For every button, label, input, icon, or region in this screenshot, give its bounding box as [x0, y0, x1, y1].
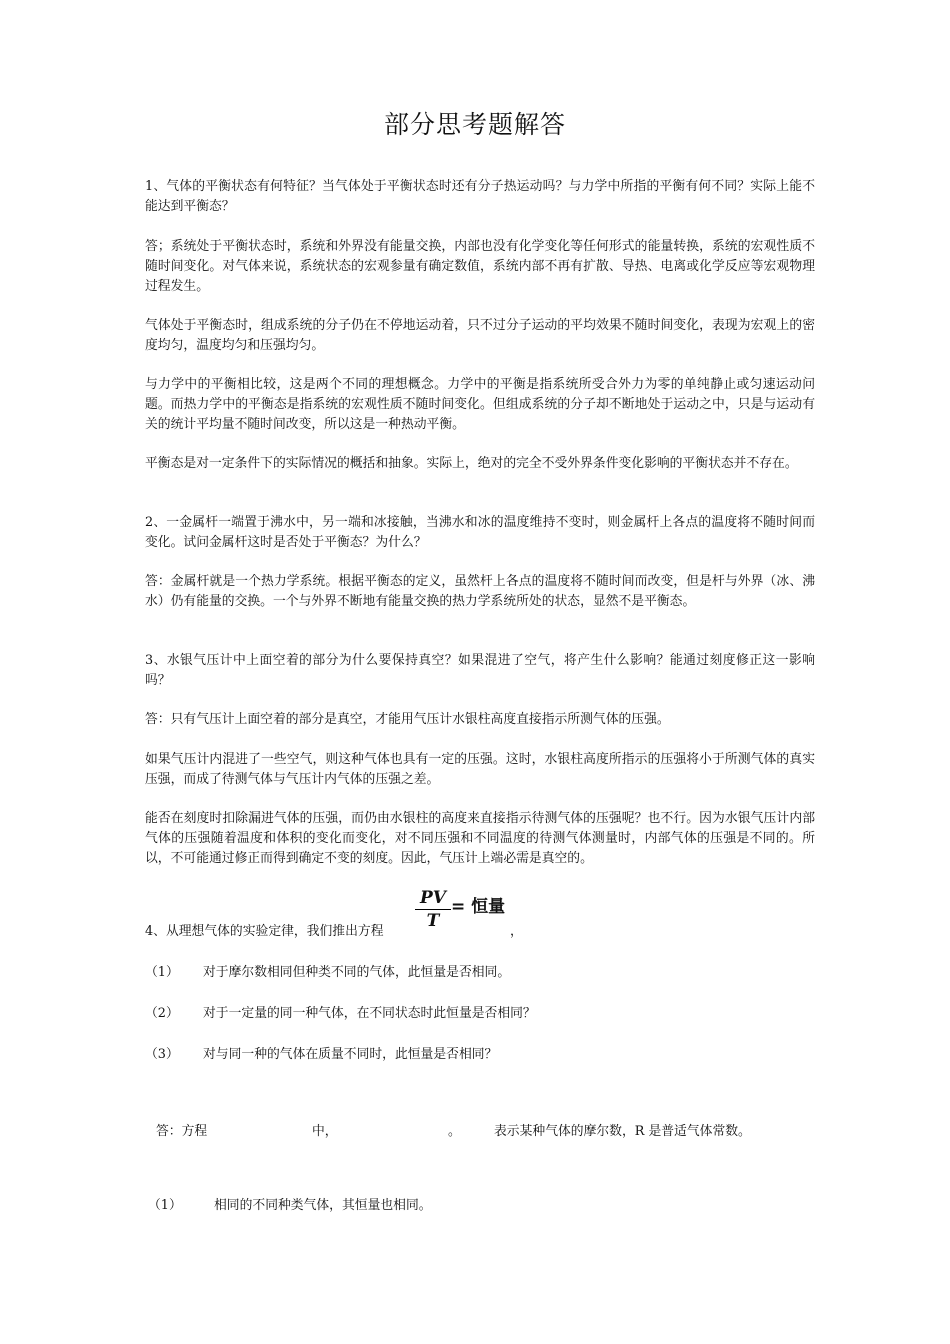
- question-1: 1、气体的平衡状态有何特征？当气体处于平衡状态时还有分子热运动吗？与力学中所指的平衡有何不同？实际上能不能达到平衡态？: [145, 179, 815, 214]
- formula-fraction: [415, 888, 451, 932]
- answer-4-part-4: 表示某种气体的摩尔数，R 是普适气体常数。: [494, 1124, 751, 1139]
- answer-4-part-2: 中，: [312, 1124, 338, 1139]
- answer-item-1-text: 相同的不同种类气体，其恒量也相同。: [214, 1198, 432, 1213]
- formula-denominator: T: [426, 911, 440, 931]
- sub-question-2-text: 对于一定量的同一种气体，在不同状态时此恒量是否相同？: [203, 1006, 536, 1021]
- answer-item-1-number: （1）: [148, 1198, 182, 1213]
- sub-question-2-number: （2）: [145, 1006, 179, 1021]
- sub-question-3-number: （3）: [145, 1047, 179, 1062]
- formula-equals-constant: = 恒量: [451, 897, 506, 917]
- answer-1-paragraph-4: 平衡态是对一定条件下的实际情况的概括和抽象。实际上，绝对的完全不受外界条件变化影响的平衡状态并不存在。: [145, 456, 798, 471]
- ideal-gas-formula: [415, 888, 510, 938]
- question-3: 3、水银气压计中上面空着的部分为什么要保持真空？如果混进了空气，将产生什么影响？能通过刻度修正这一影响吗？: [145, 653, 815, 688]
- answer-1-paragraph-1: 答；系统处于平衡状态时，系统和外界没有能量交换，内部也没有化学变化等任何形式的能量转换，系统的宏观性质不随时间变化。对气体来说，系统状态的宏观参量有确定数值，系统内部不再有扩散、导热、电离或化学反应等宏观物理过程发生。: [145, 239, 815, 294]
- question-4-intro: 4、从理想气体的实验定律，我们推出方程: [145, 924, 384, 939]
- answer-1-paragraph-2: 气体处于平衡态时，组成系统的分子仍在不停地运动着，只不过分子运动的平均效果不随时间变化，表现为宏观上的密度均匀，温度均匀和压强均匀。: [145, 318, 815, 353]
- formula-numerator: PV: [420, 888, 446, 908]
- sub-question-3-text: 对与同一种的气体在质量不同时，此恒量是否相同？: [203, 1047, 498, 1062]
- answer-3-paragraph-2: 如果气压计内混进了一些空气，则这种气体也具有一定的压强。这时，水银柱高度所指示的压强将小于所测气体的真实压强，而成了待测气体与气压计内气体的压强之差。: [145, 752, 815, 787]
- answer-3-paragraph-1: 答：只有气压计上面空着的部分是真空，才能用气压计水银柱高度直接指示所测气体的压强。: [145, 712, 670, 727]
- sub-question-1-text: 对于摩尔数相同但种类不同的气体，此恒量是否相同。: [203, 965, 511, 980]
- answer-2: 答：金属杆就是一个热力学系统。根据平衡态的定义，虽然杆上各点的温度将不随时间而改变，但是杆与外界（冰、沸水）仍有能量的交换。一个与外界不断地有能量交换的热力学系统所处的状态，显然不是平衡态。: [145, 574, 815, 609]
- page-title: 部分思考题解答: [383, 110, 566, 139]
- answer-4-part-1: 答：方程: [156, 1124, 208, 1139]
- answer-3-paragraph-3: 能否在刻度时扣除漏进气体的压强，而仍由水银柱的高度来直接指示待测气体的压强呢？也不行。因为水银气压计内部气体的压强随着温度和体积的变化而变化，对不同压强和不同温度的待测气体测量时，内部气体的压强是不同的。所以，不可能通过修正而得到确定不变的刻度。因此，气压计上端必需是真空的。: [145, 811, 815, 866]
- sub-question-1-number: （1）: [145, 965, 179, 980]
- question-4-trail: ，: [510, 924, 523, 939]
- answer-1-paragraph-3: 与力学中的平衡相比较，这是两个不同的理想概念。力学中的平衡是指系统所受合外力为零的单纯静止或匀速运动问题。而热力学中的平衡态是指系统的宏观性质不随时间变化。但组成系统的分子却不断地处于运动之中，只是与运动有关的统计平均量不随时间改变，所以这是一种热动平衡。: [145, 377, 815, 432]
- answer-4-part-3: 。: [448, 1124, 461, 1139]
- question-2: 2、一金属杆一端置于沸水中，另一端和冰接触，当沸水和冰的温度维持不变时，则金属杆上各点的温度将不随时间而变化。试问金属杆这时是否处于平衡态？为什么？: [145, 515, 815, 550]
